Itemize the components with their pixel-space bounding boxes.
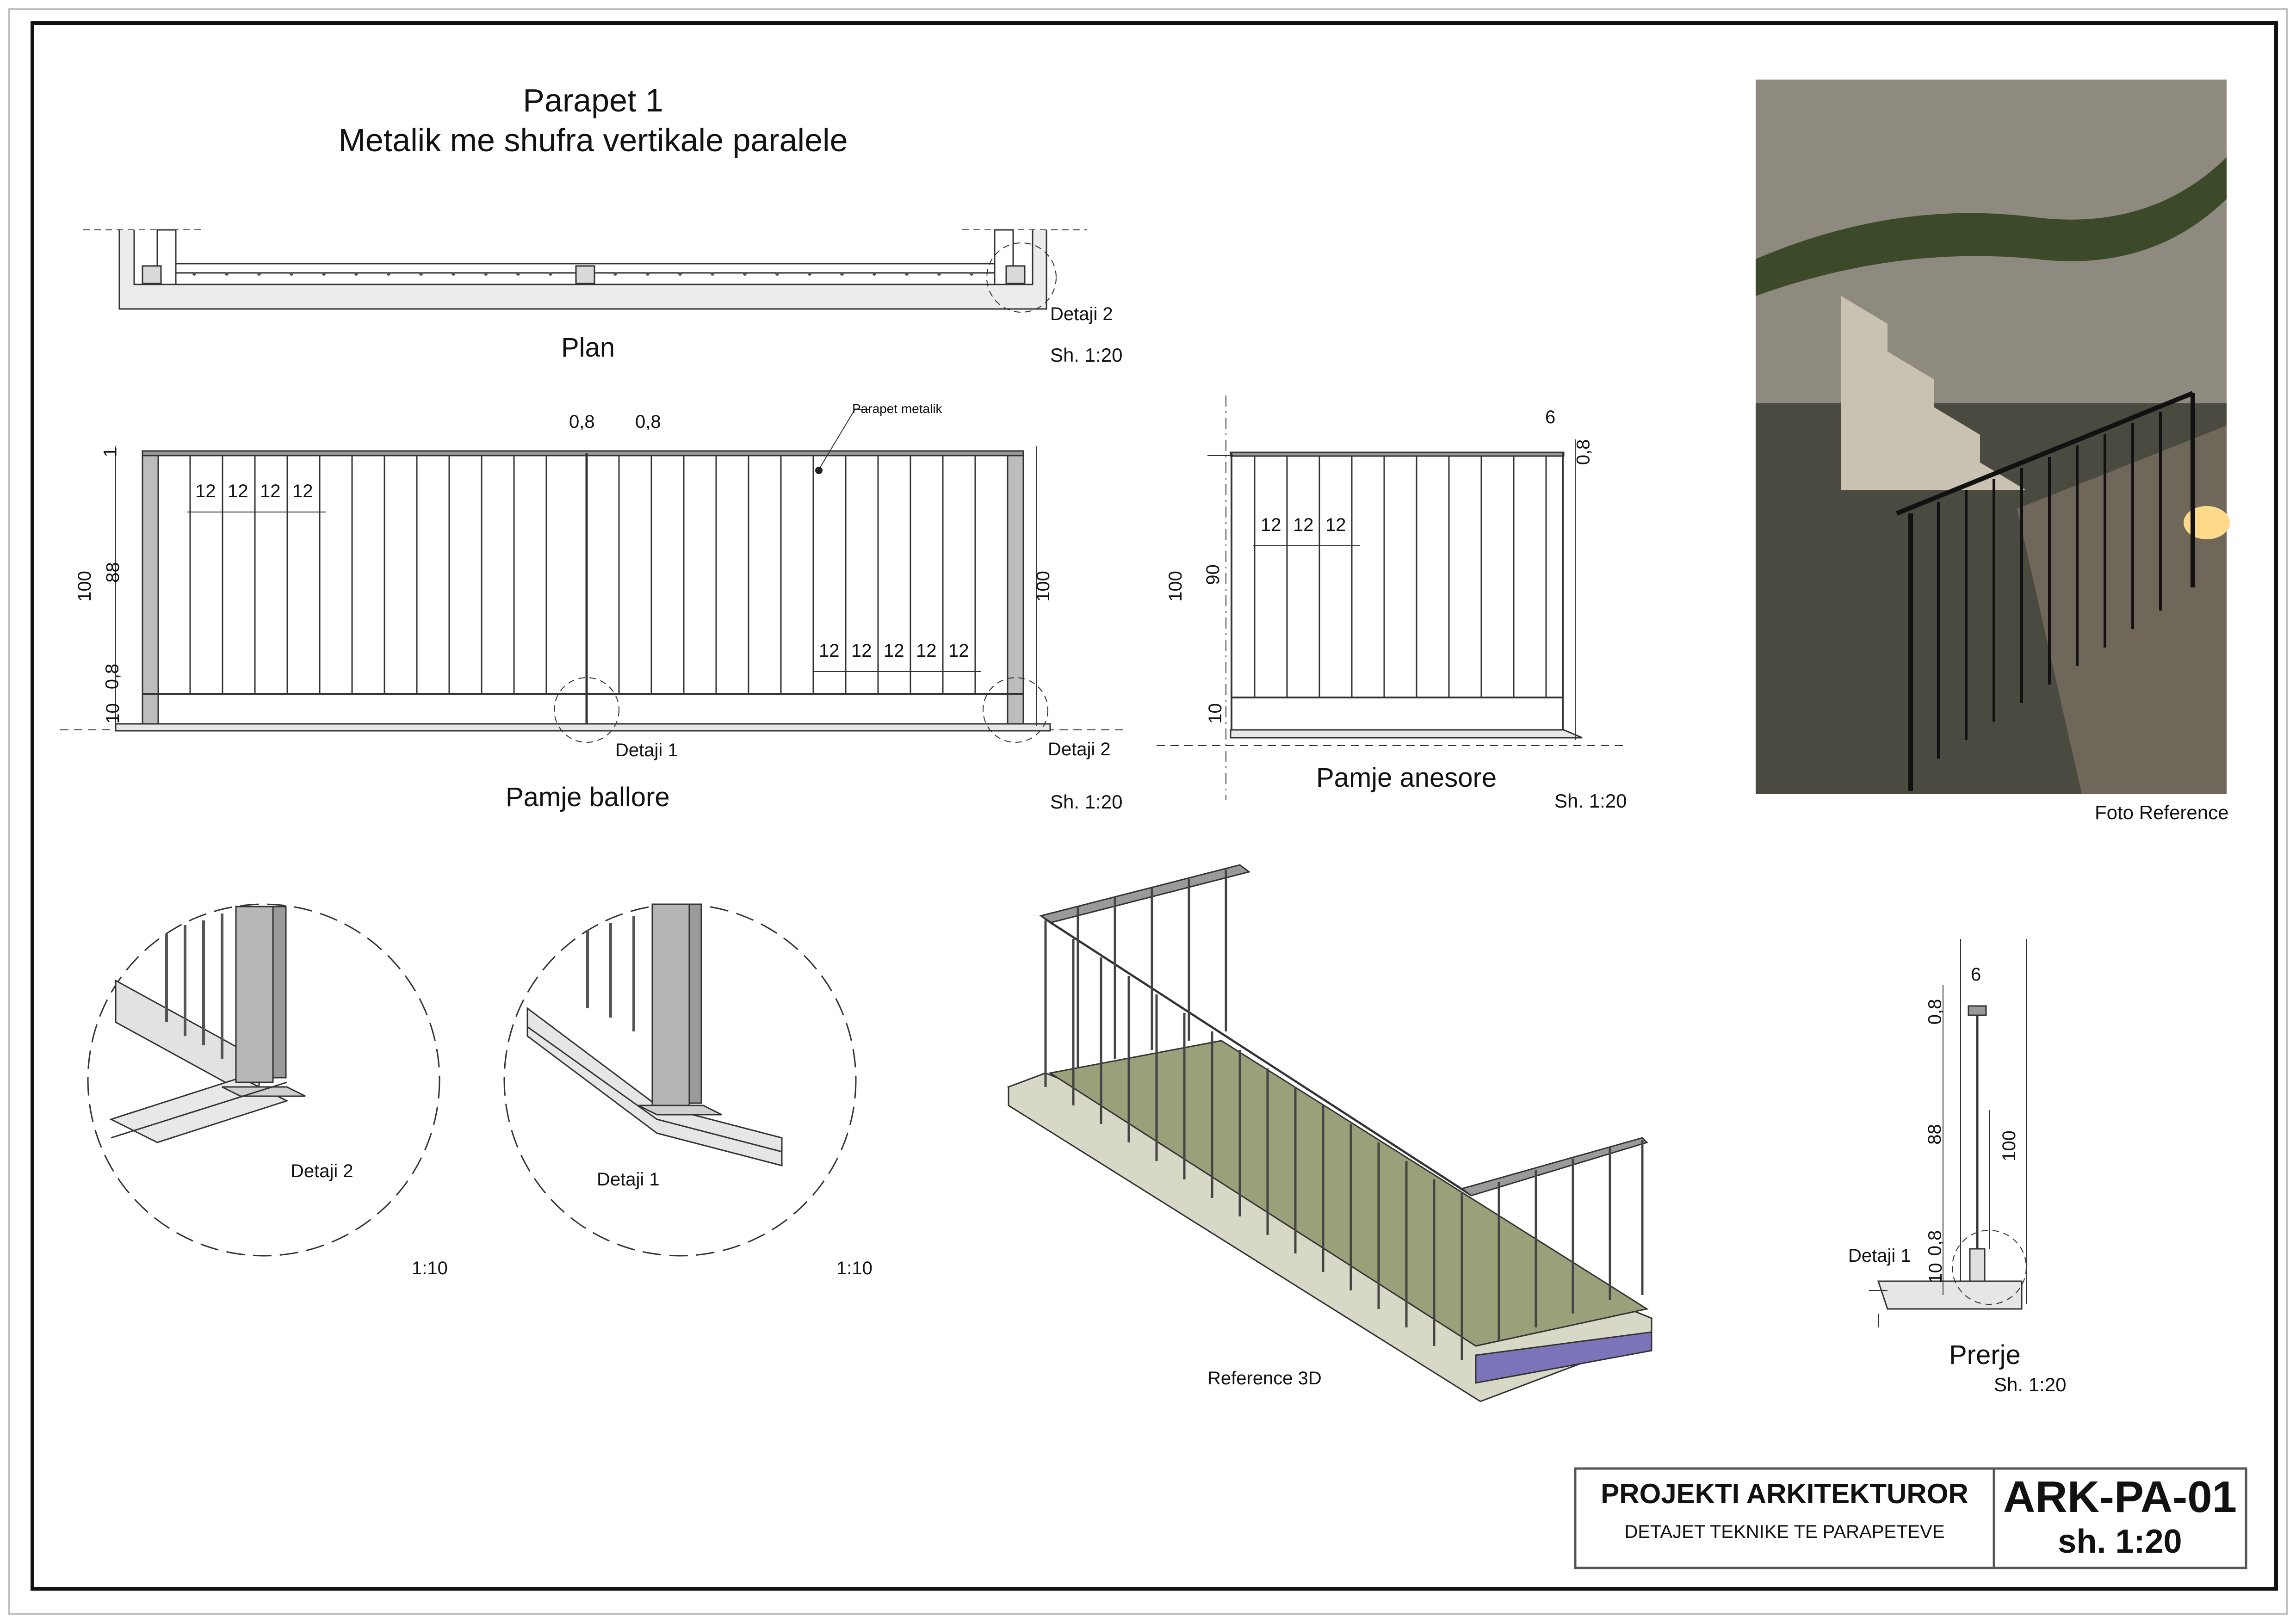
photo-caption: Foto Reference <box>2095 802 2229 823</box>
reference-3d-caption: Reference 3D <box>1207 1368 1322 1388</box>
detail-2-scale: 1:10 <box>412 1258 448 1278</box>
section-dim-08-top: 0,8 <box>1925 999 1945 1025</box>
side-view-title: Pamje anesore <box>1316 763 1497 793</box>
section-dim-88: 88 <box>1924 1124 1945 1145</box>
side-spacing-2: 12 <box>1293 515 1314 535</box>
sheet-title-line2: Metalik me shufra vertikale paralele <box>338 122 848 158</box>
spacing-bottom-3: 12 <box>884 641 904 661</box>
side-spacing-3: 12 <box>1325 515 1346 535</box>
side-dim-10: 10 <box>1205 703 1225 724</box>
spacing-top-4: 12 <box>292 481 313 501</box>
dim-88: 88 <box>102 562 123 583</box>
detail-1-drawing <box>504 904 856 1256</box>
sheet-title-line1: Parapet 1 <box>523 82 663 118</box>
spacing-bottom-2: 12 <box>851 641 872 661</box>
spacing-top-3: 12 <box>260 481 281 501</box>
spacing-top-1: 12 <box>195 481 216 501</box>
reference-3d-drawing <box>1009 865 1652 1401</box>
plan-drawing <box>83 230 1087 312</box>
title-block-subtitle: DETAJET TEKNIKE TE PARAPETEVE <box>1624 1522 1945 1542</box>
dim-total-right: 100 <box>1033 571 1053 602</box>
plan-title: Plan <box>561 333 615 363</box>
detail-2-drawing <box>88 904 439 1256</box>
front-view-drawing <box>60 409 1129 742</box>
title-block-scale: sh. 1:20 <box>2058 1523 2182 1560</box>
side-dim-6: 6 <box>1545 407 1556 427</box>
plan-scale: Sh. 1:20 <box>1050 344 1123 366</box>
front-detail-2-label: Detaji 2 <box>1048 739 1111 759</box>
spacing-bottom-5: 12 <box>948 641 969 661</box>
side-dim-100: 100 <box>1165 571 1186 602</box>
side-view-bars <box>1255 456 1546 697</box>
dim-top: 1 <box>100 447 121 457</box>
section-dim-100: 100 <box>1999 1130 2019 1161</box>
detail-1-scale: 1:10 <box>836 1258 873 1278</box>
side-dim-90: 90 <box>1202 564 1223 585</box>
section-dim-08-bottom: 0,8 <box>1925 1230 1945 1256</box>
dim-bar-width-2: 0,8 <box>635 412 661 432</box>
detail-1-label: Detaji 1 <box>597 1169 660 1190</box>
section-scale: Sh. 1:20 <box>1994 1374 2067 1395</box>
section-dim-6: 6 <box>1971 964 1981 985</box>
front-view-title: Pamje ballore <box>506 782 670 812</box>
front-detail-1-label: Detaji 1 <box>615 740 678 760</box>
side-dim-08: 0,8 <box>1573 439 1594 465</box>
section-detail-label: Detaji 1 <box>1848 1246 1911 1266</box>
section-dim-10: 10 <box>1925 1263 1946 1284</box>
detail-2-label: Detaji 2 <box>291 1161 353 1181</box>
dim-08: 0,8 <box>102 663 123 690</box>
detail-1-bars <box>588 916 634 1031</box>
parapet-callout: Parapet metalik <box>852 401 942 416</box>
section-title: Prerje <box>1949 1340 2021 1370</box>
title-block-project: PROJEKTI ARKITEKTUROR <box>1601 1478 1968 1509</box>
spacing-top-2: 12 <box>228 481 248 501</box>
plan-detail-label: Detaji 2 <box>1050 304 1113 324</box>
callout-dot <box>815 467 823 474</box>
title-block-code: ARK-PA-01 <box>2003 1472 2237 1522</box>
side-spacing-1: 12 <box>1261 515 1281 535</box>
side-view-scale: Sh. 1:20 <box>1554 790 1627 812</box>
spacing-bottom-4: 12 <box>916 641 937 661</box>
dim-10: 10 <box>102 703 123 724</box>
dim-bar-width-1: 0,8 <box>569 412 595 432</box>
front-view-scale: Sh. 1:20 <box>1050 791 1123 813</box>
side-view-drawing <box>1157 395 1628 800</box>
spacing-bottom-1: 12 <box>819 641 840 661</box>
dim-total-left: 100 <box>74 571 95 602</box>
